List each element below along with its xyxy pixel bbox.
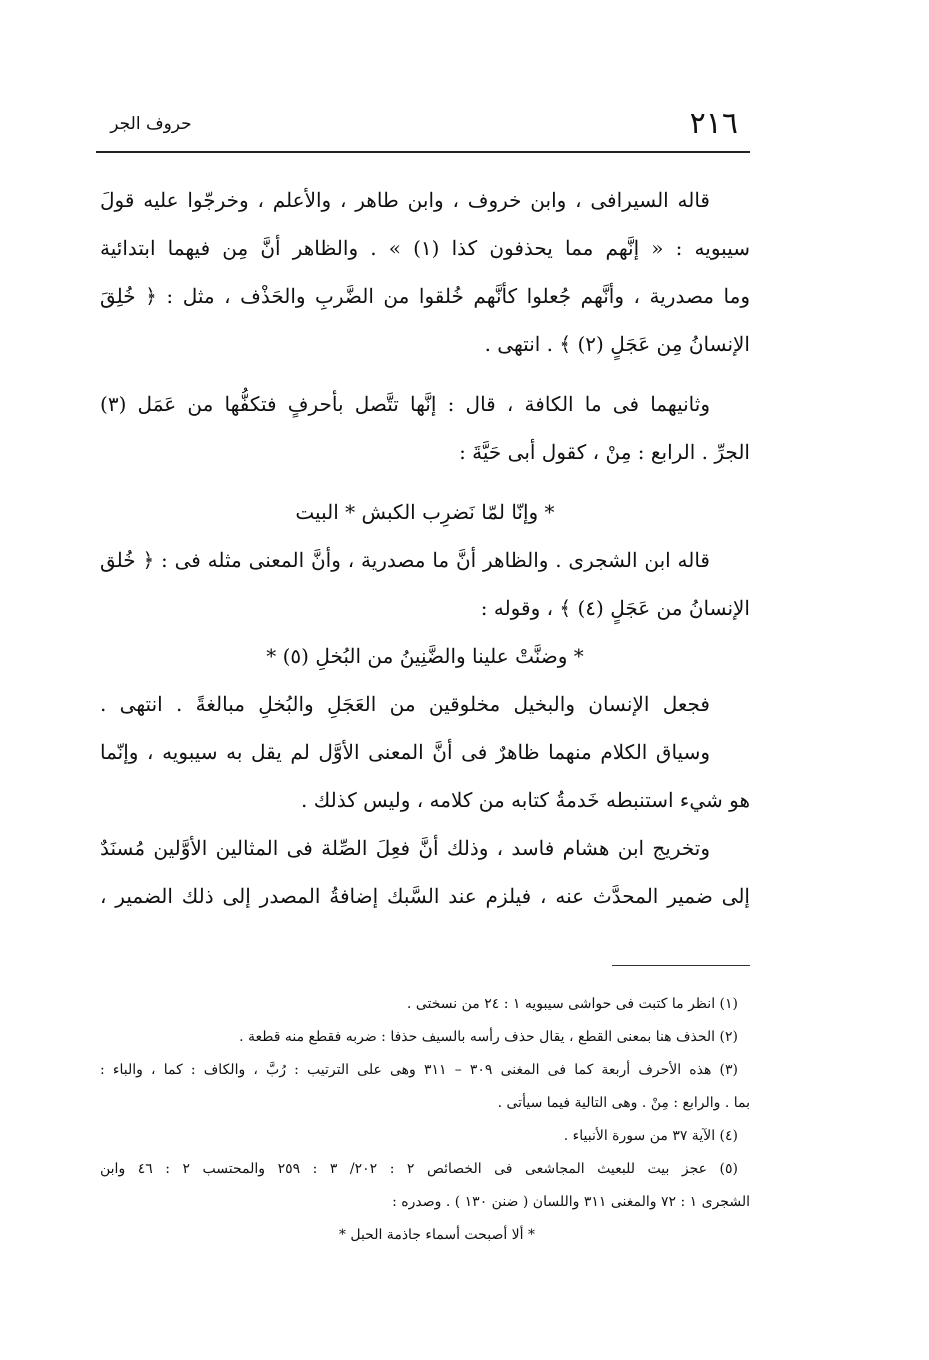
page-number: ٢١٦	[689, 106, 738, 141]
verse-line: * وإنّا لمّا نَضرِب الكبش * البيت	[295, 500, 555, 524]
footnote-rule	[612, 965, 750, 966]
paragraph-gap	[100, 476, 750, 488]
running-title: حروف الجر	[110, 114, 192, 134]
footnote-line: (١) انظر ما كتبت فى حواشى سيبويه ١ : ٢٤ من نسختى .	[406, 996, 738, 1012]
footnote-line: بما . والرابع : مِنْ . وهى التالية فيما سيأتى .	[497, 1095, 750, 1111]
body-line: قاله ابن الشجرى . والظاهر أنَّ ما مصدرية ، وأنَّ المعنى مثله فى : ﴿ خُلق	[100, 548, 710, 572]
footnote-verse: * ألا أصبحت أسماء جاذمة الحبل *	[338, 1227, 535, 1243]
body-line: سيبويه : « إنَّهم مما يحذفون كذا (١) » . والظاهر أنَّ مِن فيهما ابتدائية	[100, 236, 750, 260]
footnote-line: (٥) عجز بيت للبعيث المجاشعى فى الخصائص ٢ : ٢٠٢/ ٣ : ٢٥٩ والمحتسب ٢ : ٤٦ وابن	[100, 1161, 738, 1177]
footnote-line: الشجرى ١ : ٧٢ والمغنى ٣١١ واللسان ( ضنن ١٣٠ ) . وصدره :	[392, 1194, 750, 1210]
footnote-line: (٤) الآية ٣٧ من سورة الأنبياء .	[563, 1128, 738, 1144]
body-line: وتخريج ابن هشام فاسد ، وذلك أنَّ فعِلَ الصِّلة فى المثالين الأوَّلين مُسنَدٌ	[100, 836, 710, 860]
body-line: فجعل الإنسان والبخيل مخلوقين من العَجَلِ والبُخلِ مبالغةً . انتهى .	[100, 692, 710, 716]
body-line: قاله السيرافى ، وابن خروف ، وابن طاهر ، والأعلم ، وخرجّوا عليه قولَ	[100, 188, 710, 212]
main-text	[100, 176, 750, 920]
footnote-line: (٢) الحذف هنا بمعنى القطع ، يقال حذف رأسه بالسيف حذفا : ضربه فقطع منه قطعة .	[239, 1029, 738, 1045]
body-line: الجرِّ . الرابع : مِنْ ، كقول أبى حَيَّةَ :	[459, 440, 750, 464]
footnote-line: (٣) هذه الأحرف أربعة كما فى المغنى ٣٠٩ – ٣١١ وهى على الترتيب : رُبَّ ، والكاف : كما ، والباء :	[100, 1062, 738, 1078]
body-line: إلى ضمير المحدَّث عنه ، فيلزم عند السَّبك إضافةُ المصدر إلى ذلك الضمير ،	[100, 884, 750, 908]
body-line: الإنسانُ من عَجَلٍ (٤) ﴾ ، وقوله :	[480, 596, 750, 620]
verse-line: * وضنَّتْ علينا والضَّنِينُ من البُخلِ (٥) *	[266, 644, 584, 668]
paragraph-gap	[100, 368, 750, 380]
header-rule	[96, 151, 750, 153]
body-line: وسياق الكلام منهما ظاهرٌ فى أنَّ المعنى الأوَّل لم يقل به سيبويه ، وإنّما	[100, 740, 710, 764]
body-line: هو شيء استنبطه خَدمةُ كتابه من كلامه ، وليس كذلك .	[301, 788, 750, 812]
footnotes	[100, 988, 750, 1252]
body-line: وما مصدرية ، وأنَّهم جُعلوا كأنَّهم خُلقوا من الضَّربِ والحَذْف ، مثل : ﴿ خُلِقَ	[100, 284, 750, 308]
body-line: الإنسانُ مِن عَجَلٍ (٢) ﴾ . انتهى .	[484, 332, 750, 356]
body-line: وثانيهما فى ما الكافة ، قال : إنَّها تتَّصل بأحرفٍ فتكفُّها من عَمَل (٣)	[100, 392, 710, 416]
